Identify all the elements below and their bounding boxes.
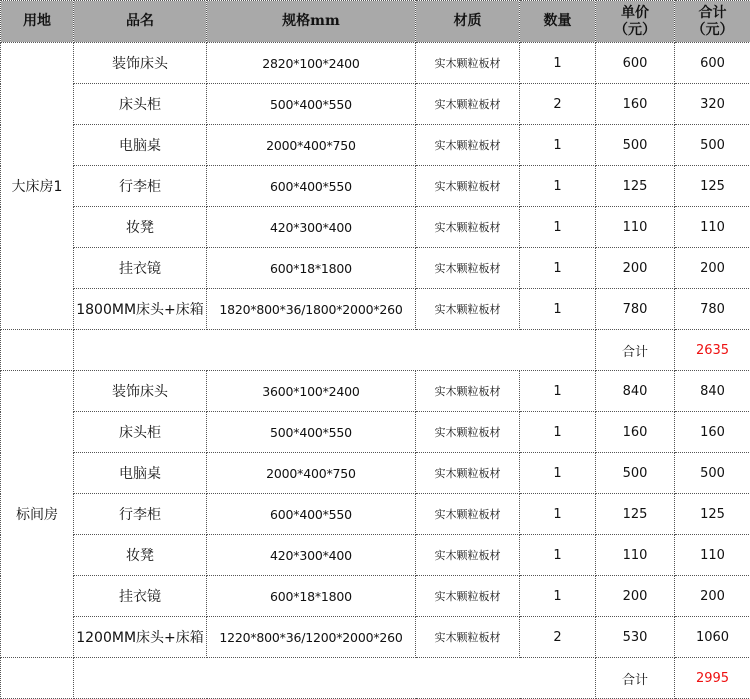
- item-name-cell: 装饰床头: [74, 43, 207, 84]
- table-row: [1, 576, 750, 617]
- qty-cell: 1: [520, 412, 596, 453]
- header-name: 品名: [74, 1, 207, 43]
- material-cell: 实木颗粒板材: [416, 289, 520, 330]
- header-row: [1, 1, 750, 43]
- item-name-cell: 电脑桌: [74, 453, 207, 494]
- table-row: [1, 125, 750, 166]
- item-name-cell: 行李柜: [74, 494, 207, 535]
- table-row: [1, 494, 750, 535]
- unit-price-cell: 200: [596, 248, 675, 289]
- item-name-cell: 挂衣镜: [74, 248, 207, 289]
- material-cell: 实木颗粒板材: [416, 207, 520, 248]
- location-cell: 大床房1: [1, 43, 74, 330]
- qty-cell: 1: [520, 125, 596, 166]
- unit-price-cell: 110: [596, 535, 675, 576]
- header-unit-price-line1: 单价: [621, 4, 649, 21]
- qty-cell: 1: [520, 248, 596, 289]
- unit-price-cell: 160: [596, 84, 675, 125]
- header-total-line2: （元）: [691, 21, 734, 38]
- table-row: [1, 289, 750, 330]
- item-name-cell: 1200MM床头+床箱: [74, 617, 207, 658]
- spec-cell: 2000*400*750: [207, 453, 416, 494]
- table-row: [1, 371, 750, 412]
- total-cell: 200: [675, 248, 750, 289]
- total-cell: 320: [675, 84, 750, 125]
- total-cell: 110: [675, 207, 750, 248]
- subtotal-spacer: [74, 330, 596, 371]
- material-cell: 实木颗粒板材: [416, 535, 520, 576]
- spec-cell: 1820*800*36/1800*2000*260: [207, 289, 416, 330]
- table-row: [1, 453, 750, 494]
- total-cell: 780: [675, 289, 750, 330]
- material-cell: 实木颗粒板材: [416, 84, 520, 125]
- item-name-cell: 1800MM床头+床箱: [74, 289, 207, 330]
- subtotal-row: [1, 330, 750, 371]
- header-spec: 规格mm: [207, 1, 416, 43]
- unit-price-cell: 200: [596, 576, 675, 617]
- qty-cell: 2: [520, 617, 596, 658]
- table-body: [1, 43, 750, 699]
- qty-cell: 1: [520, 43, 596, 84]
- unit-price-cell: 600: [596, 43, 675, 84]
- item-name-cell: 妆凳: [74, 535, 207, 576]
- spec-cell: 600*18*1800: [207, 248, 416, 289]
- header-unit-price-line2: （元）: [614, 21, 656, 38]
- item-name-cell: 床头柜: [74, 84, 207, 125]
- total-cell: 200: [675, 576, 750, 617]
- qty-cell: 1: [520, 453, 596, 494]
- subtotal-empty-cell: [1, 330, 74, 371]
- header-total: [675, 1, 750, 43]
- table-row: [1, 207, 750, 248]
- unit-price-cell: 160: [596, 412, 675, 453]
- item-name-cell: 床头柜: [74, 412, 207, 453]
- item-name-cell: 妆凳: [74, 207, 207, 248]
- material-cell: 实木颗粒板材: [416, 43, 520, 84]
- qty-cell: 1: [520, 371, 596, 412]
- qty-cell: 1: [520, 289, 596, 330]
- spec-cell: 500*400*550: [207, 412, 416, 453]
- table-row: [1, 43, 750, 84]
- total-cell: 125: [675, 494, 750, 535]
- material-cell: 实木颗粒板材: [416, 576, 520, 617]
- spec-cell: 3600*100*2400: [207, 371, 416, 412]
- material-cell: 实木颗粒板材: [416, 494, 520, 535]
- qty-cell: 1: [520, 535, 596, 576]
- subtotal-empty-cell: [1, 658, 74, 699]
- subtotal-row: [1, 658, 750, 699]
- location-cell: 标间房: [1, 371, 74, 658]
- unit-price-cell: 530: [596, 617, 675, 658]
- spec-cell: 2820*100*2400: [207, 43, 416, 84]
- item-name-cell: 行李柜: [74, 166, 207, 207]
- material-cell: 实木颗粒板材: [416, 617, 520, 658]
- subtotal-label: 合计: [596, 658, 675, 699]
- subtotal-label: 合计: [596, 330, 675, 371]
- spec-cell: 600*400*550: [207, 494, 416, 535]
- qty-cell: 1: [520, 576, 596, 617]
- item-name-cell: 电脑桌: [74, 125, 207, 166]
- spec-cell: 2000*400*750: [207, 125, 416, 166]
- spec-cell: 600*400*550: [207, 166, 416, 207]
- total-cell: 160: [675, 412, 750, 453]
- table-row: [1, 617, 750, 658]
- subtotal-value: 2635: [675, 330, 750, 371]
- unit-price-cell: 840: [596, 371, 675, 412]
- total-cell: 500: [675, 125, 750, 166]
- table-row: [1, 84, 750, 125]
- unit-price-cell: 125: [596, 494, 675, 535]
- total-cell: 500: [675, 453, 750, 494]
- header-location: 用地: [1, 1, 74, 43]
- header-total-line1: 合计: [698, 4, 727, 21]
- total-cell: 125: [675, 166, 750, 207]
- spec-cell: 600*18*1800: [207, 576, 416, 617]
- item-name-cell: 装饰床头: [74, 371, 207, 412]
- total-cell: 600: [675, 43, 750, 84]
- spec-cell: 420*300*400: [207, 535, 416, 576]
- material-cell: 实木颗粒板材: [416, 166, 520, 207]
- unit-price-cell: 125: [596, 166, 675, 207]
- table-row: [1, 248, 750, 289]
- qty-cell: 2: [520, 84, 596, 125]
- unit-price-cell: 500: [596, 453, 675, 494]
- spec-cell: 420*300*400: [207, 207, 416, 248]
- header-unit-price: [596, 1, 675, 43]
- table-row: [1, 535, 750, 576]
- table-row: [1, 412, 750, 453]
- subtotal-spacer: [74, 658, 596, 699]
- item-name-cell: 挂衣镜: [74, 576, 207, 617]
- qty-cell: 1: [520, 166, 596, 207]
- subtotal-value: 2995: [675, 658, 750, 699]
- unit-price-cell: 110: [596, 207, 675, 248]
- header-material: 材质: [416, 1, 520, 43]
- qty-cell: 1: [520, 207, 596, 248]
- unit-price-cell: 500: [596, 125, 675, 166]
- header-qty: 数量: [520, 1, 596, 43]
- unit-price-cell: 780: [596, 289, 675, 330]
- material-cell: 实木颗粒板材: [416, 248, 520, 289]
- qty-cell: 1: [520, 494, 596, 535]
- material-cell: 实木颗粒板材: [416, 125, 520, 166]
- table-row: [1, 166, 750, 207]
- material-cell: 实木颗粒板材: [416, 371, 520, 412]
- spec-cell: 500*400*550: [207, 84, 416, 125]
- total-cell: 110: [675, 535, 750, 576]
- spec-cell: 1220*800*36/1200*2000*260: [207, 617, 416, 658]
- material-cell: 实木颗粒板材: [416, 453, 520, 494]
- total-cell: 840: [675, 371, 750, 412]
- material-cell: 实木颗粒板材: [416, 412, 520, 453]
- total-cell: 1060: [675, 617, 750, 658]
